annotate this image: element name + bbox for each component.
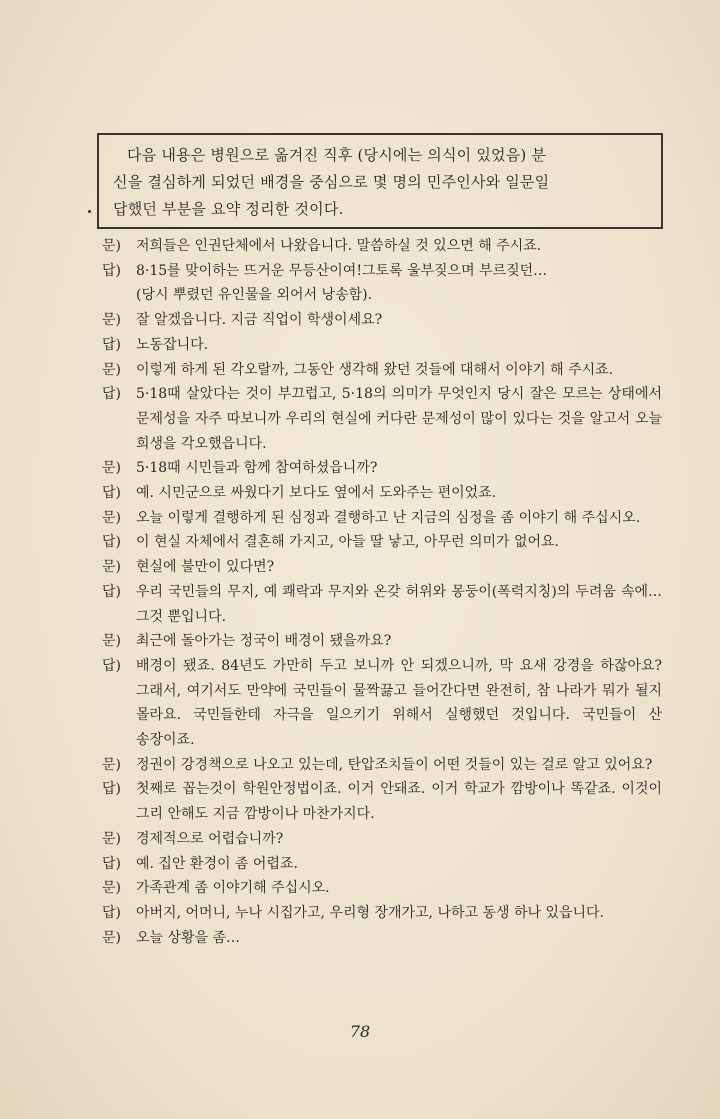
dialog-entry (102, 827, 662, 852)
speaker-label: 문) (102, 929, 121, 946)
dialog-text: 예. 집안 환경이 좀 어렵죠. (136, 855, 298, 872)
dialog-entry (102, 852, 662, 877)
speaker-label: 답) (102, 262, 121, 279)
dialog-entry (102, 629, 662, 654)
dialog-entry (102, 234, 662, 259)
dialog-text: 아버지, 어머니, 누나 시집가고, 우리형 장개가고, 나하고 동생 하나 있읍니다. (136, 904, 605, 921)
speaker-label: 답) (102, 534, 121, 551)
dialog-text: 이렇게 하게 된 각오랄까, 그동안 생각해 왔던 것들에 대해서 이야기 해 주시죠. (136, 361, 614, 378)
dialog-entry (102, 926, 662, 951)
dialog-text: 배경이 됐죠. 84년도 가만히 두고 보니까 안 되겠으니까, 막 요새 강경을 하잖아요? 그래서, 여기서도 만약에 국민들이 물짝끓고 들어간다면 완전히, 참 나라가 뭐가 될지 몰라요. 국민들한테 자극을 일으키기 위해서 실행했던 것입니다. 국민들이 산 송장이죠. (136, 657, 662, 749)
speaker-label: 문) (102, 361, 121, 378)
speaker-label: 답) (102, 904, 121, 921)
dialog-text: 현실에 불만이 있다면? (136, 559, 275, 576)
dialog-entry (102, 901, 662, 926)
speaker-label: 답) (102, 386, 121, 403)
intro-line-1: 다음 내용은 병원으로 옮겨진 직후 (당시에는 의식이 있었음) 분 (127, 146, 547, 164)
dialog-entry (102, 753, 662, 778)
dialog-entry (102, 456, 662, 481)
speaker-label: 문) (102, 830, 121, 847)
dialog-text: 노동잡니다. (136, 336, 209, 353)
dialog-entry (102, 358, 662, 383)
speaker-label: 문) (102, 238, 121, 254)
speaker-label: 답) (102, 336, 121, 353)
dialog-entry (102, 580, 662, 629)
speaker-label: 답) (102, 781, 121, 798)
dialog-text: 5·18때 살았다는 것이 부끄럽고, 5·18의 의미가 무엇인지 당시 잘은 모르는 상태에서 문제성을 자주 따보니까 우리의 현실에 커다란 문제성이 많이 있다는 것을 알고서 오늘 희생을 각오했읍니다. (136, 386, 662, 452)
speaker-label: 답) (102, 855, 121, 872)
dialog-text: 첫째로 꼽는것이 학원안정법이죠. 이거 안돼죠. 이거 학교가 깜방이나 똑같죠. 이것이 그리 안해도 지금 깜방이나 마찬가지다. (136, 781, 662, 823)
speaker-label: 문) (102, 509, 121, 526)
dialog-entry (102, 555, 662, 580)
speaker-label: 문) (102, 460, 121, 477)
dialog-text: (당시 뿌렸던 유인물을 외어서 낭송함). (136, 287, 373, 304)
intro-box (97, 133, 663, 229)
dialog-text: 오늘 상황을 좀… (136, 929, 241, 946)
dialog-text: 8·15를 맞이하는 뜨거운 무등산이여!그토록 울부짖으며 부르짖던… (136, 262, 548, 279)
page-number: 78 (349, 1022, 371, 1041)
speaker-label: 답) (102, 485, 121, 502)
dialog-entry (102, 481, 662, 506)
dialog-entry (102, 530, 662, 555)
dialog-entry (102, 259, 662, 284)
dialog-text: 오늘 이렇게 결행하게 된 심정과 결행하고 난 지금의 심정을 좀 이야기 해 주십시오. (136, 509, 641, 526)
dialog-entry (102, 283, 662, 308)
intro-line-2: 신을 결심하게 되었던 배경을 중심으로 몇 명의 민주인사와 일문일 (113, 173, 550, 191)
dialog-text: 가족관계 좀 이야기해 주십시오. (136, 880, 330, 897)
margin-mark (88, 210, 91, 213)
speaker-label (102, 283, 136, 308)
dialog-text: 저희들은 인권단체에서 나왔읍니다. 말씀하실 것 있으면 해 주시죠. (136, 238, 542, 254)
speaker-label: 문) (102, 312, 121, 329)
speaker-label: 문) (102, 880, 121, 897)
dialog-text: 우리 국민들의 무지, 예 쾌락과 무지와 온갖 허위와 몽둥이(폭력지칭)의 두려움 속에…그것 뿐입니다. (136, 583, 662, 625)
dialog-text: 잘 알겠읍니다. 지금 직업이 학생이세요? (136, 312, 383, 329)
speaker-label: 답) (102, 583, 121, 600)
dialog-text: 최근에 돌아가는 정국이 배경이 됐을까요? (136, 633, 392, 650)
dialog-text: 5·18때 시민들과 함께 참여하셨읍니까? (136, 460, 378, 477)
dialog-entry (102, 777, 662, 826)
dialog-entry (102, 876, 662, 901)
dialog-entry (102, 506, 662, 531)
speaker-label: 문) (102, 756, 121, 773)
dialog-entry (102, 333, 662, 358)
dialog-text: 예. 시민군으로 싸웠다기 보다도 옆에서 도와주는 편이었죠. (136, 485, 497, 502)
dialog-entry (102, 308, 662, 333)
speaker-label: 답) (102, 657, 121, 674)
dialog-entry (102, 382, 662, 456)
dialog-text: 이 현실 자체에서 결혼해 가지고, 아들 딸 낳고, 아무런 의미가 없어요. (136, 534, 559, 551)
dialog-text: 경제적으로 어렵습니까? (136, 830, 284, 847)
intro-line-3: 답했던 부분을 요약 정리한 것이다. (113, 200, 344, 218)
interview-dialog (102, 234, 662, 950)
speaker-label: 문) (102, 559, 121, 576)
dialog-text: 정권이 강경책으로 나오고 있는데, 탄압조치들이 어떤 것들이 있는 걸로 알고 있어요? (136, 756, 653, 773)
dialog-entry (102, 654, 662, 753)
speaker-label: 문) (102, 633, 121, 650)
